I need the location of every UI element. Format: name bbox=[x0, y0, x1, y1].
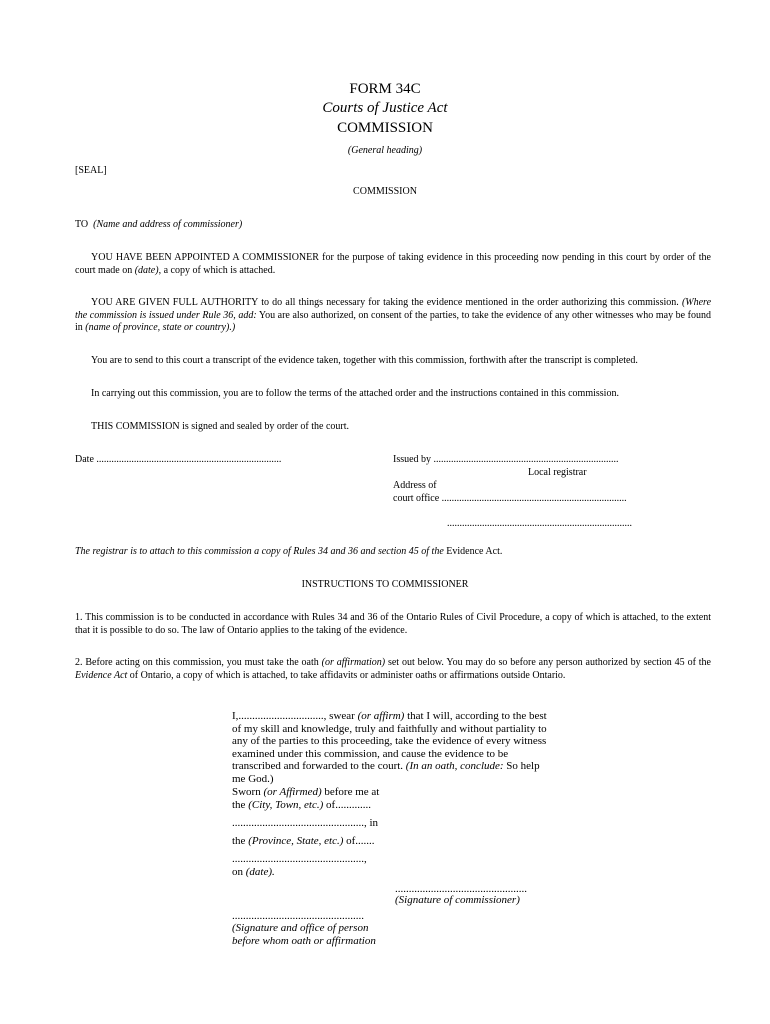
signed-paragraph: THIS COMMISSION is signed and sealed by order of the court. bbox=[91, 421, 350, 432]
page-title: COMMISSION bbox=[337, 120, 433, 136]
commissioner-signature-label: (Signature of commissioner) bbox=[395, 894, 520, 906]
person-signature-dots: ................................................ bbox=[232, 910, 364, 922]
person-signature-label-1: (Signature and office of person bbox=[232, 922, 369, 934]
transcript-paragraph: You are to send to this court a transcript of the evidence taken, together with this commission, forthwith after the transcript is completed. bbox=[91, 355, 638, 366]
court-office-extra-line: .......................................................................... bbox=[447, 518, 632, 529]
instruction-1: 1. This commission is to be conducted in accordance with Rules 34 and 36 of the Ontario Rules of Civil Procedure, a copy of which is attached, to the extent that it is possible to do so. The law of Ontario applies to the taking of the evidence. bbox=[75, 612, 711, 636]
commission-heading: COMMISSION bbox=[353, 186, 417, 197]
date-line: Date .......................................................................... bbox=[75, 454, 282, 465]
appointment-paragraph: YOU HAVE BEEN APPOINTED A COMMISSIONER for the purpose of taking evidence in this proceeding now pending in this court by order of the court made on (date), a copy of which is attached. bbox=[75, 252, 711, 276]
form-number: FORM 34C bbox=[349, 81, 421, 97]
oath-text: I,..............................., swear (or affirm) that I will, according to the best of my skill and knowledge, truly and faithfully and without partiality to any of the parties to this proceeding, take the evidence of every witness examined under this commission, and cause the evidence to be transcribed and forwarded to the court. (In an oath, conclude: So help me God.) bbox=[232, 710, 547, 785]
province-dots-line: ................................................, bbox=[232, 853, 367, 865]
commissioner-signature-dots: ................................................ bbox=[395, 883, 527, 895]
city-dots-line: ................................................, in bbox=[232, 817, 379, 829]
terms-paragraph: In carrying out this commission, you are to follow the terms of the attached order and the instructions contained in this commission. bbox=[91, 388, 619, 399]
city-line: the (City, Town, etc.) of............. bbox=[232, 799, 371, 811]
registrar-note: The registrar is to attach to this commission a copy of Rules 34 and 36 and section 45 of the Evidence Act. bbox=[75, 546, 503, 557]
instruction-2: 2. Before acting on this commission, you must take the oath (or affirmation) set out below. You may do so before any person authorized by section 45 of the Evidence Act of Ontario, a copy of which is attached, to take affidavits or administer oaths or affirmations outside Ontario. bbox=[75, 657, 711, 681]
province-line: the (Province, State, etc.) of....... bbox=[232, 835, 375, 847]
act-title: Courts of Justice Act bbox=[322, 100, 448, 116]
to-line: TO (Name and address of commissioner) bbox=[75, 219, 243, 230]
authority-paragraph: YOU ARE GIVEN FULL AUTHORITY to do all things necessary for taking the evidence mentioned in the order authorizing this commission. (Where the commission is issued under Rule 36, add: You are also authorized, on consent of the parties, to take the evidence of any other witnesses who may be found in (name of province, state or country).) bbox=[75, 297, 712, 333]
instructions-heading: INSTRUCTIONS TO COMMISSIONER bbox=[301, 579, 469, 590]
local-registrar-label: Local registrar bbox=[528, 467, 587, 478]
court-office-line: court office .......................................................................... bbox=[393, 493, 627, 504]
sworn-line: Sworn (or Affirmed) before me at bbox=[232, 786, 380, 798]
person-signature-label-2: before whom oath or affirmation bbox=[232, 935, 376, 947]
address-of-label: Address of bbox=[393, 480, 437, 491]
date-on-line: on (date). bbox=[232, 866, 275, 878]
issued-by-line: Issued by .......................................................................... bbox=[393, 454, 619, 465]
general-heading: (General heading) bbox=[347, 145, 423, 156]
seal-label: [SEAL] bbox=[75, 165, 107, 176]
